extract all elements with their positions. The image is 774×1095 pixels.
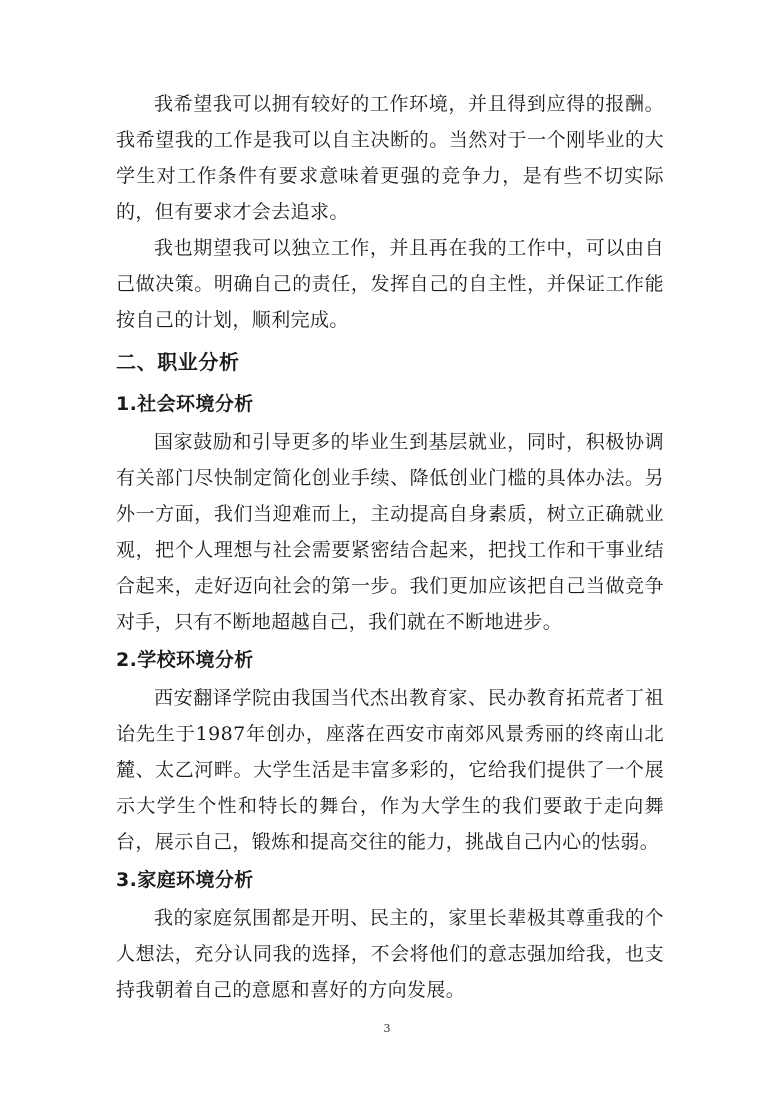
subheading-family-environment: 3.家庭环境分析 bbox=[116, 869, 254, 891]
paragraph-independent-work: 我也期望我可以独立工作，并且再在我的工作中，可以由自己做决策。明确自己的责任，发挥自己的自主性，并保证工作能按自己的计划，顺利完成。 bbox=[116, 237, 664, 331]
subheading-school-environment: 2.学校环境分析 bbox=[116, 649, 254, 671]
paragraph-work-environment: 我希望我可以拥有较好的工作环境，并且得到应得的报酬。我希望我的工作是我可以自主决断的。当然对于一个刚毕业的大学生对工作条件有要求意味着更强的竞争力，是有些不切实际的，但有要求才会去追求。 bbox=[116, 93, 664, 223]
page-number: 3 bbox=[383, 1022, 391, 1035]
subheading-social-environment: 1.社会环境分析 bbox=[116, 393, 254, 415]
paragraph-social-environment: 国家鼓励和引导更多的毕业生到基层就业，同时，积极协调有关部门尽快制定简化创业手续、降低创业门槛的具体办法。另外一方面，我们当迎难而上，主动提高自身素质，树立正确就业观，把个人理想与社会需要紧密结合起来，把找工作和干事业结合起来，走好迈向社会的第一步。我们更加应该把自己当做竞争对手，只有不断地超越自己，我们就在不断地进步。 bbox=[116, 431, 664, 633]
paragraph-school-environment: 西安翻译学院由我国当代杰出教育家、民办教育拓荒者丁祖诒先生于1987年创办，座落在西安市南郊风景秀丽的终南山北麓、太乙河畔。大学生活是丰富多彩的，它给我们提供了一个展示大学生个性和特长的舞台，作为大学生的我们要敢于走向舞台，展示自己，锻炼和提高交往的能力，挑战自己内心的怯弱。 bbox=[116, 687, 664, 853]
section-heading-career-analysis: 二、职业分析 bbox=[116, 350, 240, 374]
page-content bbox=[116, 86, 664, 1008]
paragraph-family-environment: 我的家庭氛围都是开明、民主的，家里长辈极其尊重我的个人想法，充分认同我的选择，不会将他们的意志强加给我，也支持我朝着自己的意愿和喜好的方向发展。 bbox=[116, 907, 664, 1001]
